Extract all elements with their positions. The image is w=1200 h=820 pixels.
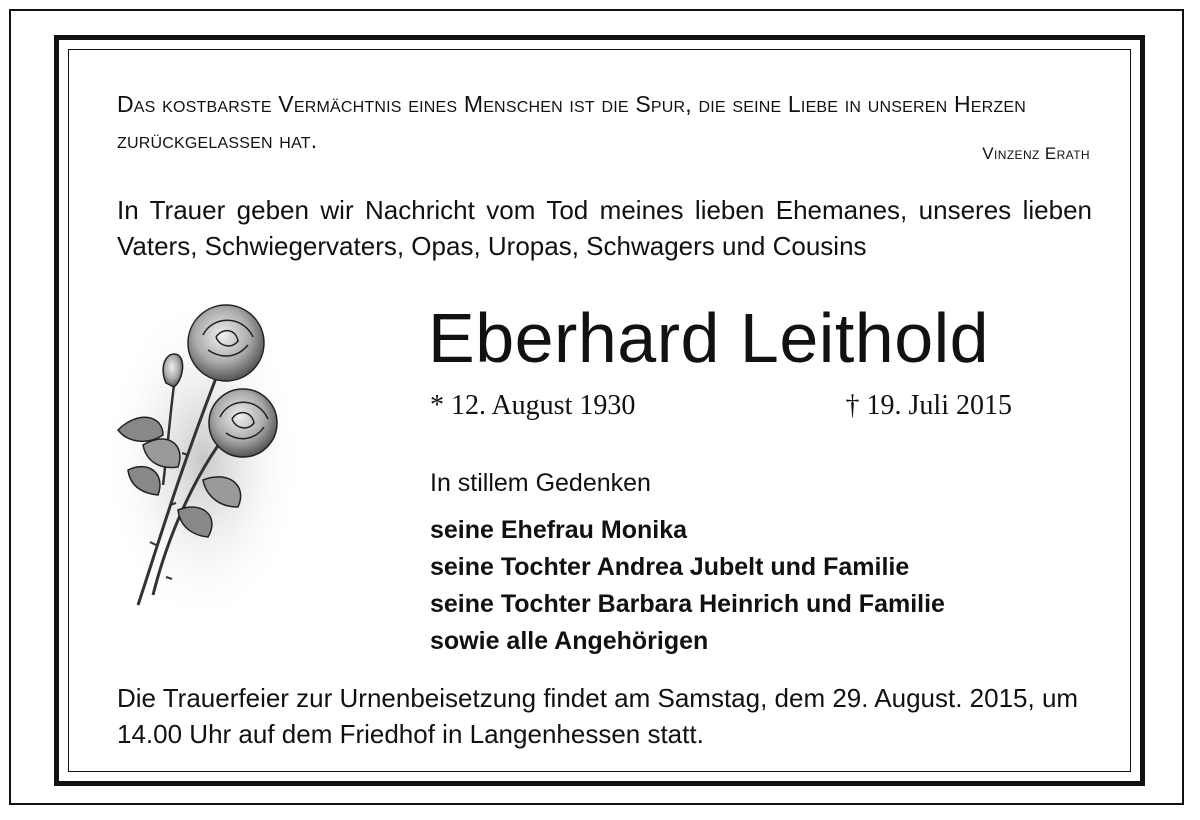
mourner-item: sowie alle Angehörigen xyxy=(430,627,709,655)
mourner-item: seine Tochter Andrea Jubelt und Familie xyxy=(430,553,910,581)
mourner-item: seine Ehefrau Monika xyxy=(430,516,688,544)
quote-text: Das kostbarste Vermächtnis eines Menschen ist die Spur, die seine Liebe in unseren Herzen zurückgelassen hat. xyxy=(117,91,1027,153)
mourner-item: seine Tochter Barbara Heinrich und Familie xyxy=(430,590,945,618)
quote-author: Vinzenz Erath xyxy=(982,144,1090,163)
intro-text: In Trauer geben wir Nachricht vom Tod meines lieben Ehemanes, unseres lieben Vaters, Schwiegervaters, Opas, Uropas, Schwagers und Cousins xyxy=(117,195,1092,261)
death-date: † 19. Juli 2015 xyxy=(845,390,1012,421)
rose-illustration-icon xyxy=(108,295,308,625)
mourners-list xyxy=(430,512,945,660)
birth-date: * 12. August 1930 xyxy=(430,390,636,421)
remembrance-line: In stillem Gedenken xyxy=(430,469,651,497)
deceased-name: Eberhard Leithold xyxy=(428,299,990,377)
service-announcement: Die Trauerfeier zur Urnenbeisetzung findet am Samstag, dem 29. August. 2015, um 14.00 Uhr auf dem Friedhof in Langenhessen statt. xyxy=(117,683,1079,749)
